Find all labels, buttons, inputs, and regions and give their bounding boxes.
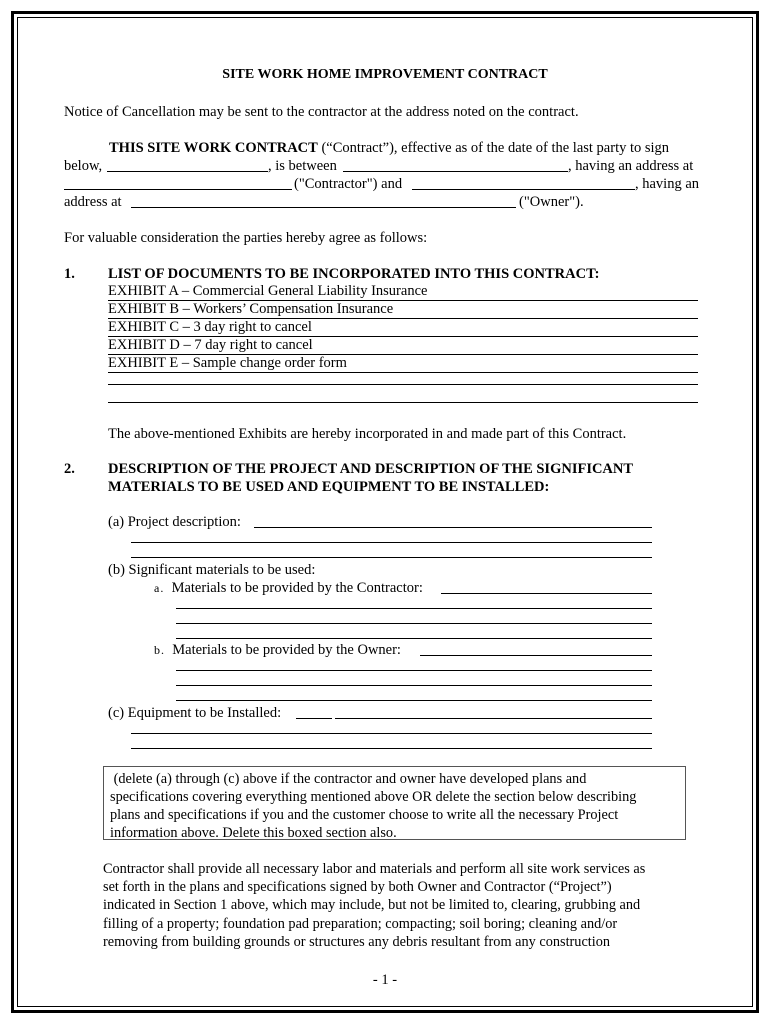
project-description-blank[interactable] — [254, 527, 652, 528]
section2-heading-line1: DESCRIPTION OF THE PROJECT AND DESCRIPTION OF THE SIGNIFICANT — [108, 461, 634, 477]
document-title: SITE WORK HOME IMPROVEMENT CONTRACT — [222, 67, 548, 82]
exhibit-blank-line[interactable] — [108, 384, 698, 385]
owner-materials-blank[interactable] — [176, 700, 652, 701]
project-description-blank[interactable] — [131, 557, 652, 558]
owner-materials-blank[interactable] — [176, 670, 652, 671]
exhibit-row — [108, 282, 698, 301]
owner-name-blank[interactable] — [412, 189, 635, 190]
intro-line3-b: , having an — [635, 176, 700, 192]
exhibit-blank-line[interactable] — [108, 402, 698, 403]
scope-line: filling of a property; foundation pad preparation; compacting; soil boring; cleaning and/or — [103, 915, 618, 932]
sub-letter-b: b. — [154, 643, 165, 657]
intro-line4-b: ("Owner"). — [519, 194, 584, 210]
section1-heading: LIST OF DOCUMENTS TO BE INCORPORATED INTO THIS CONTRACT: — [108, 266, 600, 282]
contractor-materials-blank[interactable] — [441, 593, 652, 594]
intro-lead: THIS SITE WORK CONTRACT — [109, 140, 318, 156]
contractor-materials-row — [154, 579, 423, 597]
owner-materials-row — [154, 641, 401, 659]
owner-address-blank[interactable] — [131, 207, 516, 208]
consideration-text: For valuable consideration the parties hereby agree as follows: — [64, 230, 428, 246]
equipment-blank[interactable] — [296, 718, 332, 719]
scope-paragraph — [103, 860, 703, 951]
scope-line: indicated in Section 1 above, which may include, but not be limited to, clearing, grubbing and — [103, 897, 641, 914]
exhibit-e: EXHIBIT E – Sample change order form — [108, 355, 347, 371]
note-line: specifications covering everything mentioned above OR delete the section below describing — [110, 789, 637, 805]
exhibit-row — [108, 318, 698, 337]
note-line: information above. Delete this boxed section also. — [110, 825, 397, 841]
effective-date-blank[interactable] — [107, 171, 268, 172]
instruction-note-box — [103, 766, 686, 840]
scope-line: removing from building grounds or structures any debris resultant from any construction — [103, 933, 611, 950]
equipment-blank[interactable] — [131, 733, 652, 734]
section2-heading-line2: MATERIALS TO BE USED AND EQUIPMENT TO BE INSTALLED: — [108, 479, 550, 495]
sub-letter-a: a. — [154, 581, 165, 595]
intro-line2-a: below, — [64, 158, 103, 174]
contractor-materials-label: Materials to be provided by the Contractor: — [171, 580, 423, 596]
exhibit-c: EXHIBIT C – 3 day right to cancel — [108, 319, 312, 335]
owner-materials-blank[interactable] — [176, 685, 652, 686]
exhibit-a: EXHIBIT A – Commercial General Liability Insurance — [108, 283, 428, 299]
exhibits-incorporated-text: The above-mentioned Exhibits are hereby incorporated in and made part of this Contract. — [108, 426, 627, 442]
section1-number: 1. — [64, 266, 75, 282]
intro-line2-b: , is between — [268, 158, 337, 174]
intro-line4-a: address at — [64, 194, 122, 210]
intro-line3-a: ("Contractor") and — [294, 176, 403, 192]
materials-label: (b) Significant materials to be used: — [108, 562, 316, 578]
page-number: - 1 - — [372, 972, 398, 988]
contractor-name-blank[interactable] — [343, 171, 568, 172]
exhibit-row — [108, 336, 698, 355]
contractor-materials-blank[interactable] — [176, 608, 652, 609]
scope-line: set forth in the plans and specifications signed by both Owner and Contractor (“Project”) — [103, 879, 612, 896]
note-line: plans and specifications if you and the customer choose to write all the necessary Project — [110, 807, 619, 823]
note-line: (delete (a) through (c) above if the contractor and owner have developed plans and — [110, 771, 587, 787]
section2-number: 2. — [64, 461, 75, 477]
project-description-blank[interactable] — [131, 542, 652, 543]
contractor-materials-blank[interactable] — [176, 638, 652, 639]
equipment-blank[interactable] — [335, 718, 652, 719]
exhibit-d: EXHIBIT D – 7 day right to cancel — [108, 337, 313, 353]
exhibit-row — [108, 300, 698, 319]
owner-materials-label: Materials to be provided by the Owner: — [172, 642, 401, 658]
exhibit-b: EXHIBIT B – Workers’ Compensation Insurance — [108, 301, 394, 317]
equipment-label: (c) Equipment to be Installed: — [108, 705, 282, 721]
exhibit-row — [108, 354, 698, 373]
cancellation-notice: Notice of Cancellation may be sent to the contractor at the address noted on the contract. — [64, 104, 579, 120]
project-description-label: (a) Project description: — [108, 514, 241, 530]
intro-line1-rest: (“Contract”), effective as of the date of the last party to sign — [317, 140, 670, 156]
equipment-blank[interactable] — [131, 748, 652, 749]
contractor-materials-blank[interactable] — [176, 623, 652, 624]
owner-materials-blank[interactable] — [420, 655, 652, 656]
intro-line2-c: , having an address at — [568, 158, 694, 174]
contractor-address-blank[interactable] — [64, 189, 292, 190]
scope-line: Contractor shall provide all necessary labor and materials and perform all site work services as — [103, 861, 646, 877]
intro-line-1 — [109, 139, 669, 157]
